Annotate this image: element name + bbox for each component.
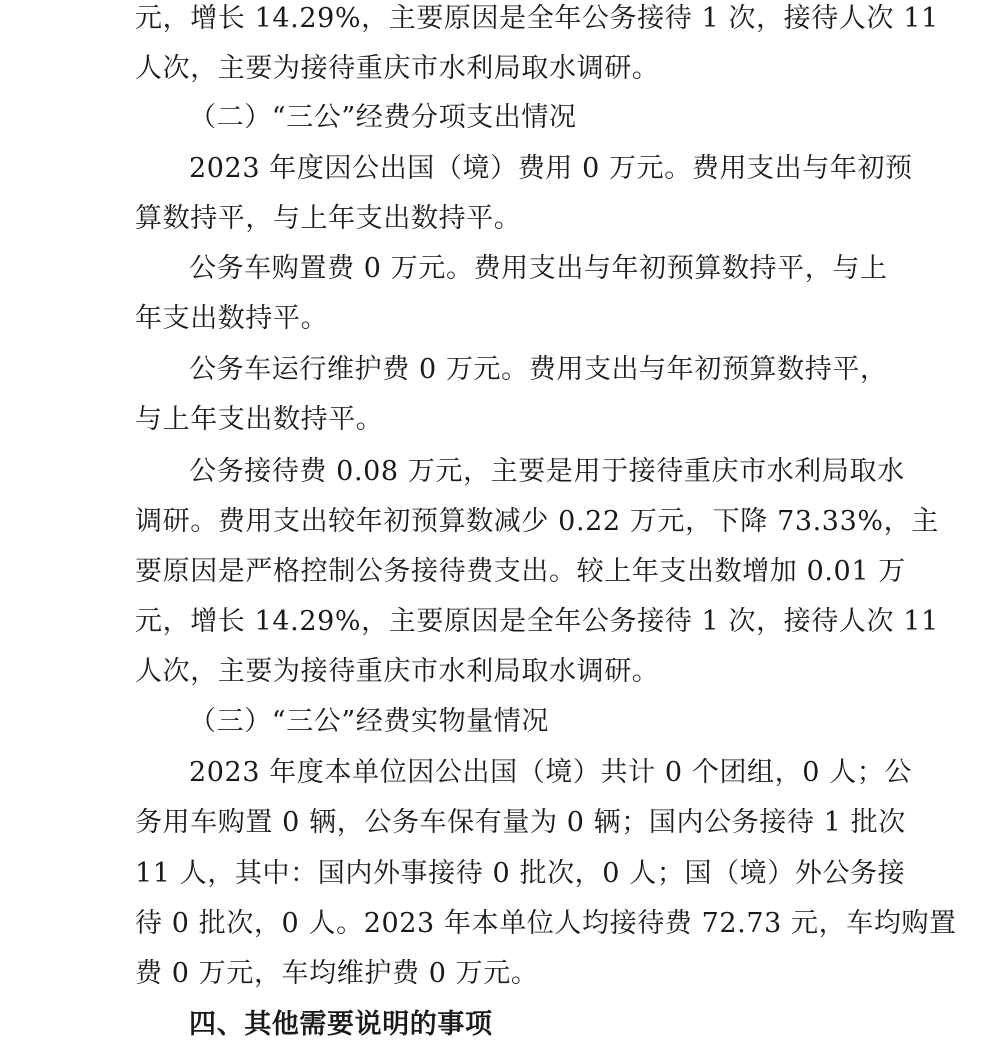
- text-line: 调研。费用支出较年初预算数减少 0.22 万元，下降 73.33%，主: [135, 506, 939, 537]
- text-line: 公务车购置费 0 万元。费用支出与年初预算数持平，与上: [189, 253, 888, 284]
- text-line: 2023 年度本单位因公出国（境）共计 0 个团组，0 人；公: [189, 757, 912, 788]
- text-line: 年支出数持平。: [135, 303, 329, 334]
- text-line: 要原因是严格控制公务接待费支出。较上年支出数增加 0.01 万: [135, 556, 906, 587]
- text-line: 费 0 万元，车均维护费 0 万元。: [135, 958, 539, 989]
- text-line: 2023 年度因公出国（境）费用 0 万元。费用支出与年初预: [189, 153, 913, 184]
- text-line: 人次，主要为接待重庆市水利局取水调研。: [135, 656, 660, 687]
- text-line: 11 人，其中：国内外事接待 0 批次，0 人；国（境）外公务接: [135, 858, 906, 889]
- text-line: 算数持平，与上年支出数持平。: [135, 203, 522, 234]
- section-heading: （三）“三公”经费实物量情况: [189, 706, 550, 737]
- text-line: 待 0 批次，0 人。2023 年本单位人均接待费 72.73 元，车均购置: [135, 908, 957, 939]
- chapter-heading: 四、其他需要说明的事项: [189, 1009, 493, 1040]
- text-line: 元，增长 14.29%，主要原因是全年公务接待 1 次，接待人次 11: [135, 3, 939, 34]
- text-line: 公务接待费 0.08 万元，主要是用于接待重庆市水利局取水: [189, 456, 905, 487]
- text-line: 与上年支出数持平。: [135, 404, 384, 435]
- text-line: 务用车购置 0 辆，公务车保有量为 0 辆；国内公务接待 1 批次: [135, 807, 906, 838]
- text-line: 公务车运行维护费 0 万元。费用支出与年初预算数持平，: [189, 354, 888, 385]
- section-heading: （二）“三公”经费分项支出情况: [189, 102, 577, 133]
- text-line: 元，增长 14.29%，主要原因是全年公务接待 1 次，接待人次 11: [135, 606, 939, 637]
- text-line: 人次，主要为接待重庆市水利局取水调研。: [135, 53, 660, 84]
